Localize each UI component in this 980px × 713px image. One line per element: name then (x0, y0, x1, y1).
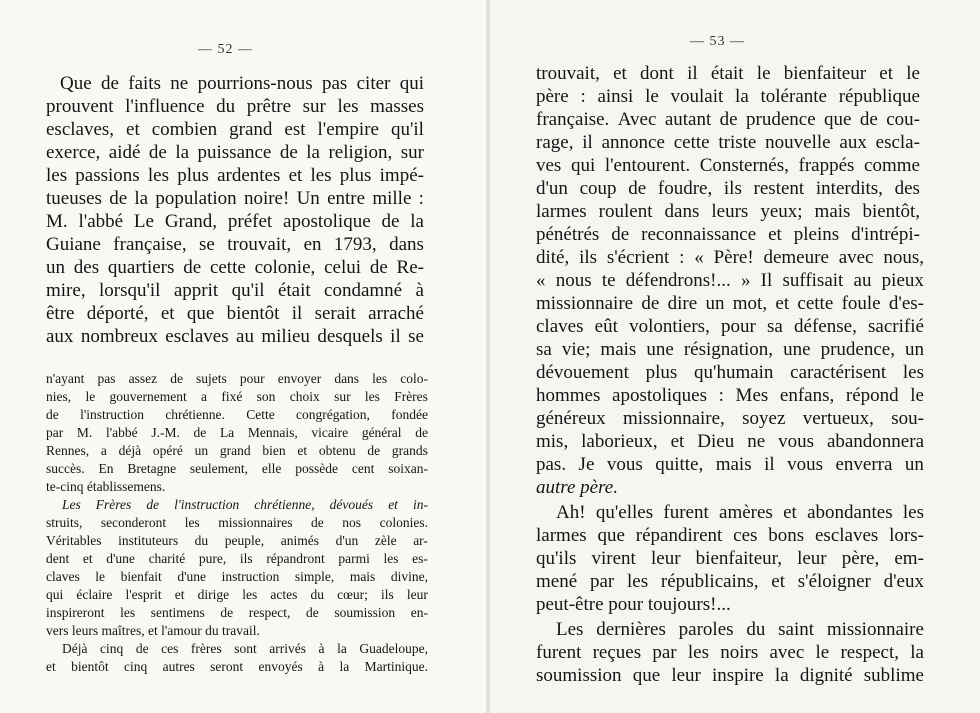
text-line: M. l'abbé Le Grand, préfet apostolique de la (46, 211, 424, 232)
text-line: les passions les plus ardentes et les plus impé- (46, 165, 424, 186)
text-line: Que de faits ne pourrions-nous pas citer qui (60, 73, 424, 94)
page-number-right: — 53 — (690, 34, 745, 49)
text-line: larmes que répandirent ces bons esclaves lors- (536, 525, 924, 546)
text-line: « nous te défendrons!... » Il suffisait au pieux (536, 270, 924, 291)
text-line: larmes roulent dans leurs yeux; mais bientôt, (536, 201, 920, 222)
text-line: claves eût volontiers, pour sa défense, sacrifié (536, 316, 924, 337)
text-line: père : ainsi le voulait la tolérante république (536, 86, 920, 107)
text-line: exerce, aidé de la puissance de la religion, sur (46, 142, 424, 163)
footnote-line: claves le bienfait d'une instruction simple, mais divine, (46, 569, 428, 584)
text-line: généreux missionnaire, soyez vertueux, sou- (536, 408, 924, 429)
footnote-line: par M. l'abbé J.-M. de La Mennais, vicaire général de (46, 425, 428, 440)
text-line: aux nombreux esclaves au milieu desquels il se (46, 326, 424, 347)
text-line: missionnaire de dire un mot, et cette foule d'es- (536, 293, 924, 314)
text-line: tueuses de la population noire! Un entre mille : (46, 188, 424, 209)
text-line: être déporté, et que bientôt il serait arraché (46, 303, 424, 324)
text-line: pénétrés de reconnaissance et pleins d'intrépi- (536, 224, 920, 245)
text-line: esclaves, et combien grand est l'empire qu'il (46, 119, 424, 140)
footnote-line: vers leurs maîtres, et l'amour du travail. (46, 623, 260, 638)
footnote-line: Déjà cinq de ces frères sont arrivés à la Guadeloupe, (62, 641, 428, 656)
footnote-line: Rennes, a déjà opéré un grand bien et obtenu de grands (46, 443, 428, 458)
text-line: pas. Je vous quitte, mais il vous enverra un (536, 454, 924, 475)
text-line: un des quartiers de cette colonie, celui de Re- (46, 257, 424, 278)
text-line: sa vie; mais une résignation, une prudence, un (536, 339, 924, 360)
text-line: d'un coup de foudre, ils restent interdits, des (536, 178, 920, 199)
footnote-line: nies, le gouvernement a fixé son choix sur les Frères (46, 389, 428, 404)
footnote-line: Les Frères de l'instruction chrétienne, dévoués et in- (62, 497, 428, 512)
footnote-line: Véritables instituteurs du peuple, animés d'un zèle ar- (46, 533, 428, 548)
text-line: Guiane française, se trouvait, en 1793, dans (46, 234, 424, 255)
book-gutter (486, 0, 490, 713)
text-line: peut-être pour toujours!... (536, 594, 731, 615)
text-line: Les dernières paroles du saint missionnaire (556, 619, 924, 640)
text-line: soumission que leur inspire la dignité sublime (536, 665, 924, 686)
text-line: prouvent l'influence du prêtre sur les masses (46, 96, 424, 117)
footnote-line: et bientôt cinq autres seront envoyés à la Martinique. (46, 659, 428, 674)
footnote-line: de l'instruction chrétienne. Cette congrégation, fondée (46, 407, 428, 422)
text-line: dité, ils s'écrient : « Père! demeure avec nous, (536, 247, 924, 268)
text-line: dévouement plus qu'humain caractérisent les (536, 362, 924, 383)
footnote-line: succès. En Bretagne seulement, elle possède cent soixan- (46, 461, 428, 476)
footnote-line: struits, seconderont les missionnaires de nos colonies. (46, 515, 428, 530)
text-line: mis, laborieux, et Dieu ne vous abandonnera (536, 431, 924, 452)
page-number-left: — 52 — (198, 42, 253, 57)
footnote-line: n'ayant pas assez de sujets pour envoyer dans les colo- (46, 371, 428, 386)
text-line: Ah! qu'elles furent amères et abondantes les (556, 502, 924, 523)
text-line: hommes apostoliques : Mes enfans, répond le (536, 385, 924, 406)
text-line: rage, il annonce cette triste nouvelle aux escla- (536, 132, 920, 153)
text-line: trouvait, et dont il était le bienfaiteur et le (536, 63, 920, 84)
text-line: mire, lorsqu'il apprit qu'il était condamné à (46, 280, 424, 301)
text-line: ves qui l'entourent. Consternés, frappés comme (536, 155, 920, 176)
text-line: mené par les républicains, et s'éloigner d'eux (536, 571, 924, 592)
footnote-line: qui éclaire l'esprit et dirige les actes du cœur; ils leur (46, 587, 428, 602)
text-line: française. Avec autant de prudence que de cou- (536, 109, 920, 130)
text-line: furent reçues par les noirs avec le respect, la (536, 642, 924, 663)
footnote-line: inspireront les sentimens de respect, de soumission en- (46, 605, 428, 620)
text-line: qu'ils virent leur bienfaiteur, leur père, em- (536, 548, 924, 569)
footnote-line: dent et d'une charité pure, ils répandront parmi les es- (46, 551, 428, 566)
footnote-line: te-cinq établissemens. (46, 479, 166, 494)
text-line: autre père. (536, 477, 618, 498)
